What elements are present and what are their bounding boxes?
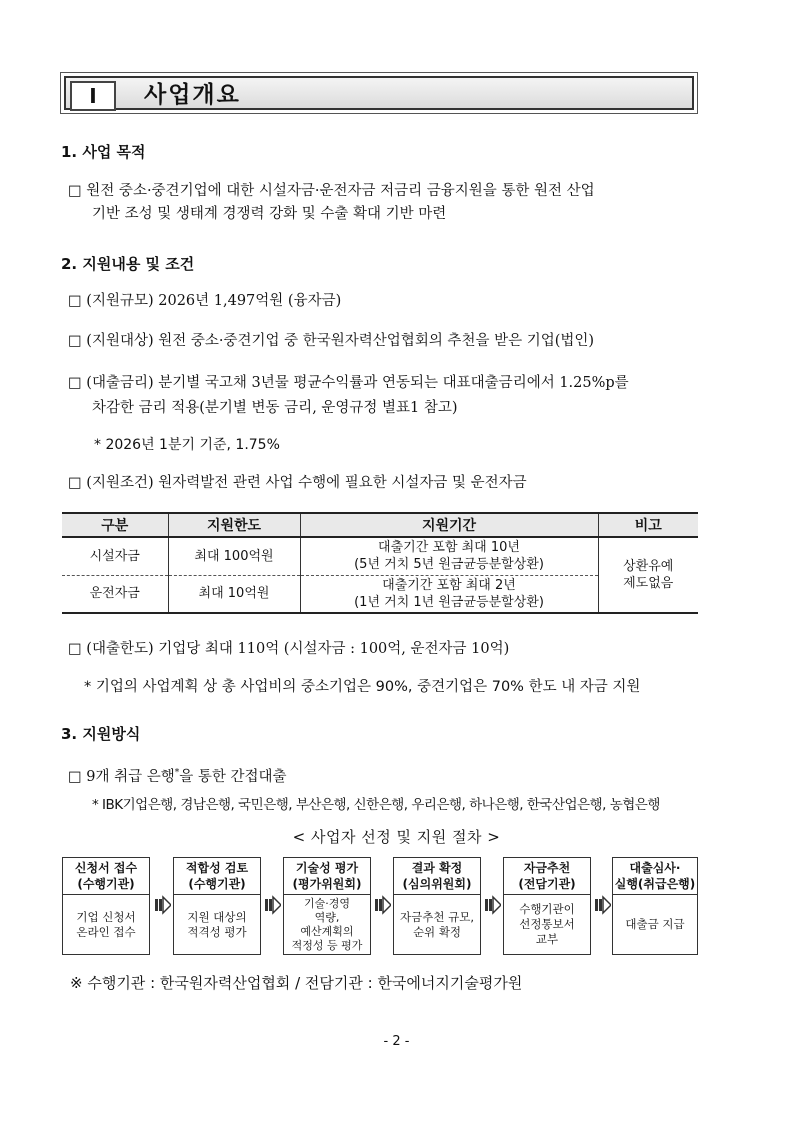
step-desc: 기업 신청서 xyxy=(76,909,136,924)
step-desc: 교부 xyxy=(535,932,559,946)
method-bullet-pre: □ 9개 취급 은행 xyxy=(68,768,175,785)
section-title: 사업개요 xyxy=(144,82,241,108)
heading-support: 2. 지원내용 및 조건 xyxy=(61,255,195,273)
support-rate-line1: □ (대출금리) 분기별 국고채 3년물 평균수익률과 연동되는 대표대출금리에서 1.25%p를 xyxy=(68,375,629,391)
step-title: 신청서 접수 xyxy=(74,861,138,875)
step-head xyxy=(174,858,260,895)
table-header: 비고 xyxy=(598,513,698,537)
step-desc: 적정성 등 평가 xyxy=(291,938,363,952)
step-body xyxy=(284,895,370,954)
table-header-row xyxy=(62,513,698,537)
support-target: □ (지원대상) 원전 중소·중견기업 중 한국원자력산업협회의 추천을 받은 기업(법인) xyxy=(68,333,595,349)
agency-footnote: ※ 수행기관 : 한국원자력산업협회 / 전담기관 : 한국에너지기술평가원 xyxy=(70,974,523,992)
period-line: 대출기간 포함 최대 2년 xyxy=(382,577,516,593)
table-cell-note xyxy=(598,537,698,613)
process-step xyxy=(173,857,261,955)
section-title-inner xyxy=(64,76,694,110)
method-bullet-sup: * xyxy=(174,768,180,778)
table-header: 지원기간 xyxy=(300,513,598,537)
table-cell-limit: 최대 10억원 xyxy=(168,575,300,613)
step-head xyxy=(613,858,697,895)
loan-limit-note: * 기업의 사업계획 상 총 사업비의 중소기업은 90%, 중견기업은 70% 한도 내 자금 지원 xyxy=(84,679,641,695)
step-body xyxy=(613,895,697,954)
step-agency: (전담기관) xyxy=(518,877,576,891)
step-body xyxy=(63,895,149,954)
support-table xyxy=(62,512,698,614)
step-desc: 적격성 평가 xyxy=(187,924,247,939)
table-cell-period xyxy=(300,575,598,613)
step-head xyxy=(394,858,480,895)
heading-method: 3. 지원방식 xyxy=(61,725,141,743)
arrow-right-icon xyxy=(375,895,391,915)
period-line: 대출기간 포함 최대 10년 xyxy=(378,540,520,556)
purpose-line2: 기반 조성 및 생태계 경쟁력 강화 및 수출 확대 기반 마련 xyxy=(92,206,447,222)
loan-limit: □ (대출한도) 기업당 최대 110억 (시설자금 : 100억, 운전자금 10억) xyxy=(68,641,510,657)
note-line: 제도없음 xyxy=(623,576,674,591)
step-title: 자금추천 xyxy=(523,861,571,875)
period-line: (1년 거치 1년 원금균등분할상환) xyxy=(354,594,544,610)
arrow-right-icon xyxy=(595,895,611,915)
section-number-box xyxy=(70,81,116,111)
step-body xyxy=(394,895,480,954)
step-desc: 선정통보서 xyxy=(519,917,575,931)
support-rate-note: * 2026년 1분기 기준, 1.75% xyxy=(94,437,280,453)
table-cell-type: 시설자금 xyxy=(62,537,168,575)
step-head xyxy=(284,858,370,895)
page-number: - 2 - xyxy=(383,1034,410,1049)
step-desc: 대출금 지급 xyxy=(625,917,685,931)
step-agency: (수행기관) xyxy=(188,877,246,891)
step-title: 대출심사· xyxy=(629,861,681,875)
process-step xyxy=(283,857,371,955)
step-desc: 역량, xyxy=(314,910,340,924)
step-desc: 기술·경영 xyxy=(303,896,350,910)
table-row xyxy=(62,537,698,575)
table-header: 구분 xyxy=(62,513,168,537)
section-title-box xyxy=(60,72,698,114)
support-rate-line2: 차감한 금리 적용(분기별 변동 금리, 운영규정 별표1 참고) xyxy=(92,400,458,416)
method-bullet-post: 을 통한 간접대출 xyxy=(179,768,287,785)
step-desc: 예산계획의 xyxy=(300,924,354,938)
process-step xyxy=(612,857,698,955)
process-step xyxy=(393,857,481,955)
step-agency: 실행(취급은행) xyxy=(614,877,696,891)
step-desc: 순위 확정 xyxy=(412,924,462,939)
section-number: Ⅰ xyxy=(89,84,97,108)
arrow-right-icon xyxy=(155,895,171,915)
process-step xyxy=(62,857,150,955)
step-desc: 수행기관이 xyxy=(519,902,575,916)
table-header: 지원한도 xyxy=(168,513,300,537)
purpose-line1: □ 원전 중소·중견기업에 대한 시설자금·운전자금 저금리 금융지원을 통한 원전 산업 xyxy=(68,183,595,199)
table-cell-type: 운전자금 xyxy=(62,575,168,613)
step-agency: (수행기관) xyxy=(77,877,135,891)
step-head xyxy=(63,858,149,895)
support-condition: □ (지원조건) 원자력발전 관련 사업 수행에 필요한 시설자금 및 운전자금 xyxy=(68,475,527,491)
step-agency: (평가위원회) xyxy=(292,877,362,891)
arrow-right-icon xyxy=(265,895,281,915)
bank-list: * IBK기업은행, 경남은행, 국민은행, 부산은행, 신한은행, 우리은행, 하나은행, 한국산업은행, 농협은행 xyxy=(92,797,660,813)
step-head xyxy=(504,858,590,895)
step-agency: (심의위원회) xyxy=(402,877,472,891)
step-title: 적합성 검토 xyxy=(185,861,249,875)
step-body xyxy=(504,895,590,954)
arrow-right-icon xyxy=(485,895,501,915)
step-title: 결과 확정 xyxy=(411,861,463,875)
heading-purpose: 1. 사업 목적 xyxy=(61,143,146,161)
step-title: 기술성 평가 xyxy=(295,861,359,875)
process-title: < 사업자 선정 및 지원 절차 > xyxy=(292,828,501,846)
step-desc: 온라인 접수 xyxy=(76,924,136,939)
period-line: (5년 거치 5년 원금균등분할상환) xyxy=(354,557,544,573)
step-desc: 자금추천 규모, xyxy=(400,909,474,924)
process-step xyxy=(503,857,591,955)
step-body xyxy=(174,895,260,954)
table-cell-period xyxy=(300,537,598,575)
support-scale: □ (지원규모) 2026년 1,497억원 (융자금) xyxy=(68,293,342,309)
table-cell-limit: 최대 100억원 xyxy=(168,537,300,575)
step-desc: 지원 대상의 xyxy=(187,909,247,924)
method-bullet xyxy=(68,760,287,790)
note-line: 상환유예 xyxy=(623,559,674,574)
